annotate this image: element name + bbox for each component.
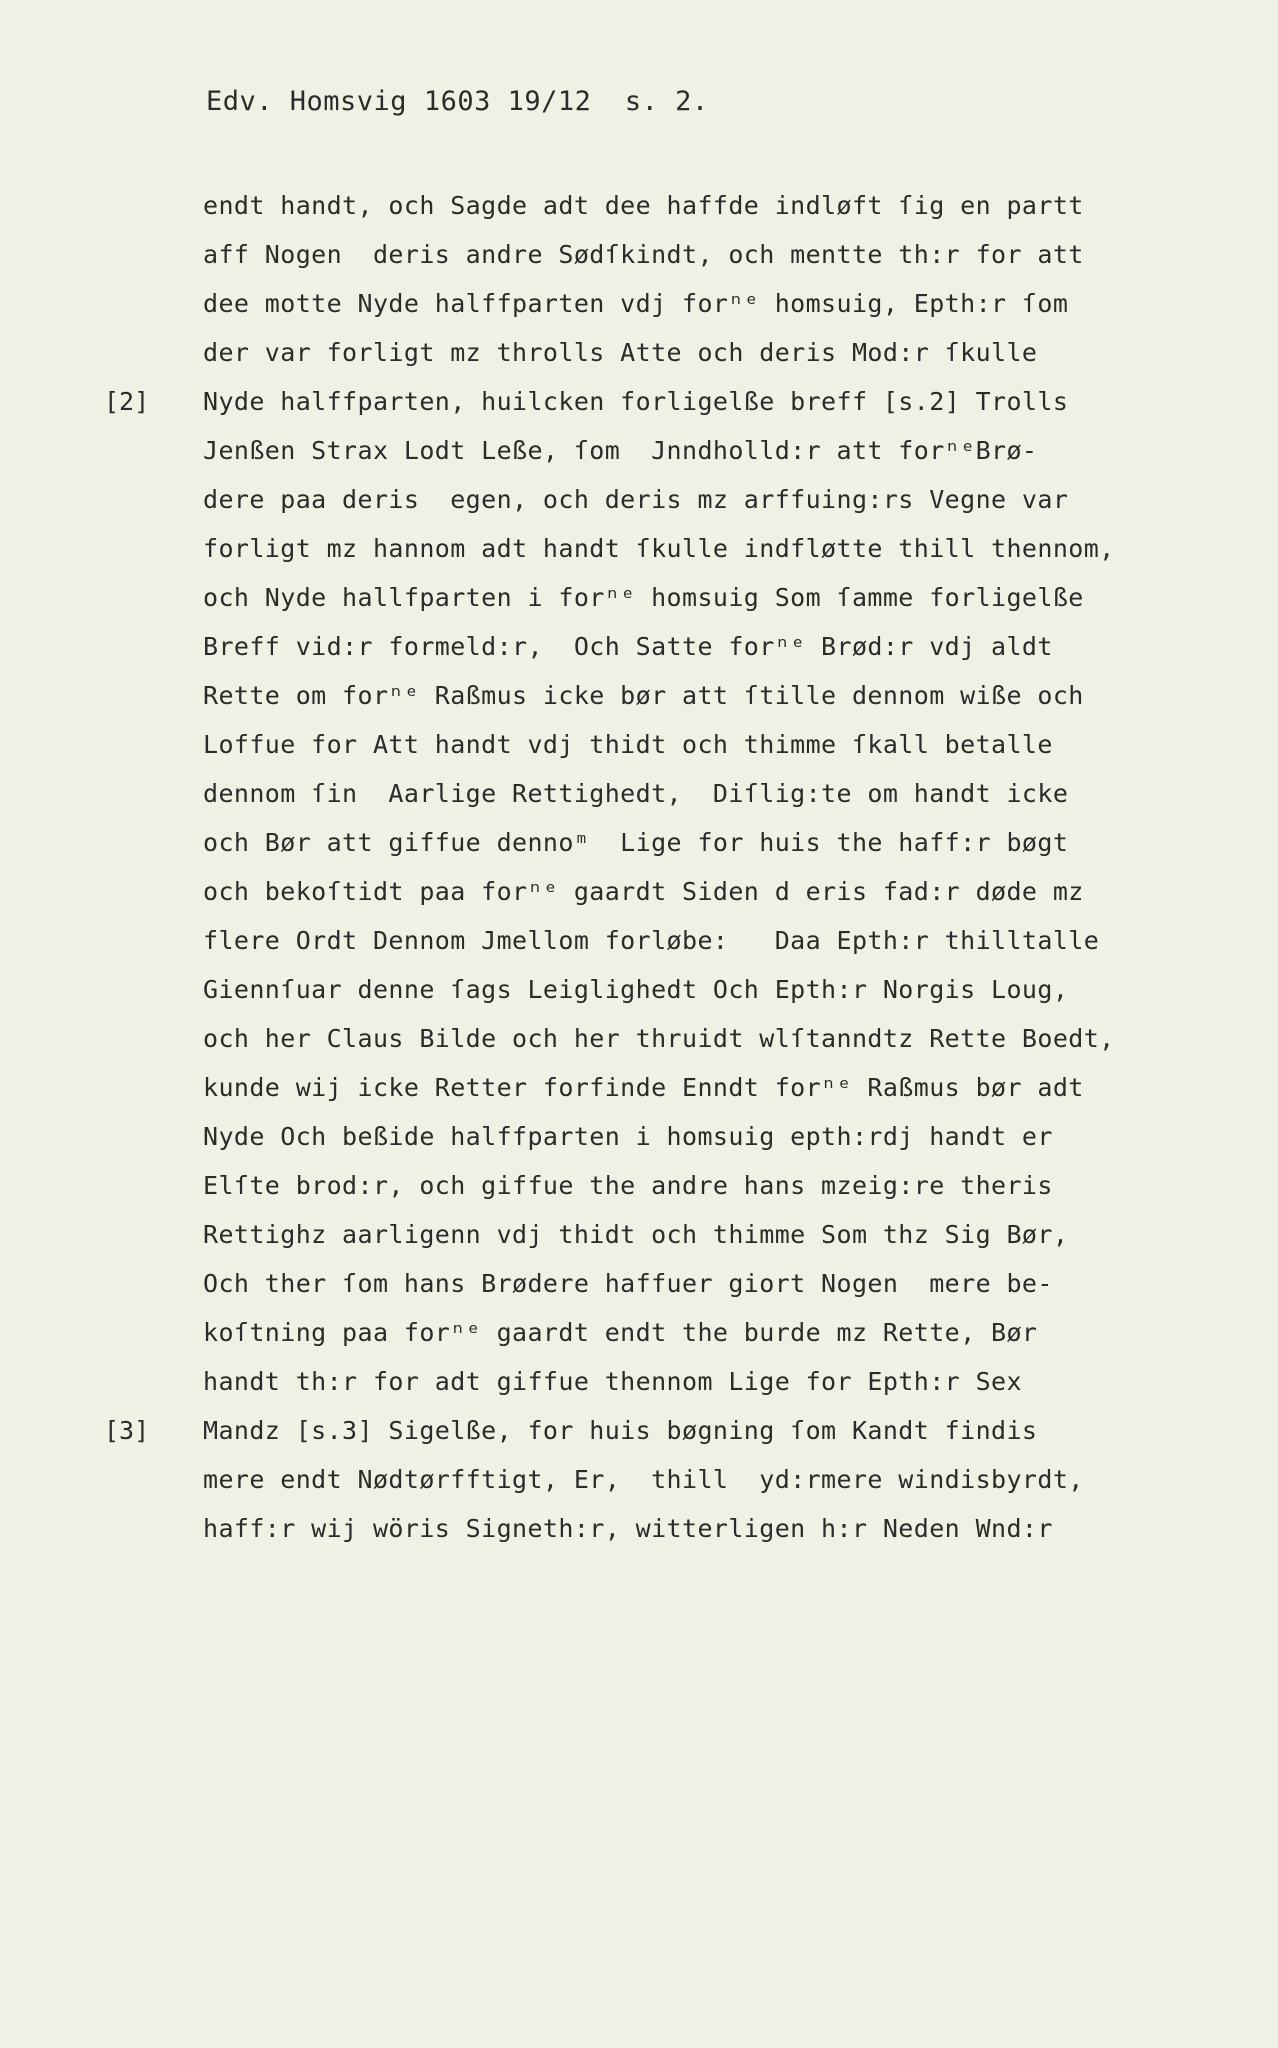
transcription-line — [0, 1313, 1278, 1362]
transcription-line — [0, 1166, 1278, 1215]
line-text: och Nyde hallfparten i forⁿᵉ homsuig Som ſamme forligelße — [203, 583, 1084, 612]
transcription-line — [0, 1362, 1278, 1411]
line-text: Loffue for Att handt vdj thidt och thimme ſkall betalle — [203, 730, 1053, 759]
line-text: dee motte Nyde halffparten vdj forⁿᵉ homsuig, Epth:r ſom — [203, 289, 1069, 318]
transcription-line — [0, 774, 1278, 823]
transcription-line — [0, 529, 1278, 578]
transcription-line — [0, 1215, 1278, 1264]
line-text: och Bør att giffue dennoᵐ Lige for huis the haff:r bøgt — [203, 828, 1069, 857]
line-text: Breff vid:r formeld:r, Och Satte forⁿᵉ Brød:r vdj aldt — [203, 632, 1053, 661]
transcription-line — [0, 1019, 1278, 1068]
transcription-line — [0, 431, 1278, 480]
page-marker: [2] — [104, 387, 150, 416]
line-text: flere Ordt Dennom Jmellom forløbe: Daa Epth:r thilltalle — [203, 926, 1100, 955]
line-text: Rette om forⁿᵉ Raßmus icke bør att ſtille dennom wiße och — [203, 681, 1084, 710]
line-text: Och ther ſom hans Brødere haffuer giort Nogen mere be- — [203, 1269, 1053, 1298]
line-text: kunde wij icke Retter forfinde Enndt forⁿᵉ Raßmus bør adt — [203, 1073, 1084, 1102]
line-text: haff:r wij wöris Signeth:r, witterligen h:r Neden Wnd:r — [203, 1514, 1053, 1543]
line-text: Mandz [s.3] Sigelße, for huis bøgning ſom Kandt findis — [203, 1416, 1038, 1445]
transcription-line — [0, 333, 1278, 382]
line-text: Giennſuar denne ſags Leiglighedt Och Epth:r Norgis Loug, — [203, 975, 1069, 1004]
transcription-line — [0, 725, 1278, 774]
line-text: dere paa deris egen, och deris mz arffuing:rs Vegne var — [203, 485, 1069, 514]
line-text: forligt mz hannom adt handt ſkulle indfløtte thill thennom, — [203, 534, 1115, 563]
transcription-line — [0, 1068, 1278, 1117]
line-text: aff Nogen deris andre Sødſkindt, och mentte th:r for att — [203, 240, 1084, 269]
line-text: endt handt, och Sagde adt dee haffde indløft ſig en partt — [203, 191, 1084, 220]
line-text: mere endt Nødtørfftigt, Er, thill yd:rmere windisbyrdt, — [203, 1465, 1084, 1494]
transcription-line — [0, 235, 1278, 284]
line-text: Elſte brod:r, och giffue the andre hans mzeig:re theris — [203, 1171, 1053, 1200]
transcription-line — [0, 284, 1278, 333]
line-text: och her Claus Bilde och her thruidt wlſtanndtz Rette Boedt, — [203, 1024, 1115, 1053]
transcription-line — [0, 823, 1278, 872]
transcription-line — [0, 1264, 1278, 1313]
page-marker: [3] — [104, 1416, 150, 1445]
transcription-line — [0, 872, 1278, 921]
line-text: koſtning paa forⁿᵉ gaardt endt the burde mz Rette, Bør — [203, 1318, 1038, 1347]
transcription-line — [0, 382, 1278, 431]
transcription-line — [0, 186, 1278, 235]
line-text: Rettighz aarligenn vdj thidt och thimme Som thz Sig Bør, — [203, 1220, 1069, 1249]
line-text: Nyde Och beßide halffparten i homsuig epth:rdj handt er — [203, 1122, 1053, 1151]
line-text: och bekoſtidt paa forⁿᵉ gaardt Siden d eris fad:r døde mz — [203, 877, 1084, 906]
transcription-line — [0, 676, 1278, 725]
line-text: handt th:r for adt giffue thennom Lige for Epth:r Sex — [203, 1367, 1022, 1396]
line-text: dennom ſin Aarlige Rettighedt, Diſlig:te om handt icke — [203, 779, 1069, 808]
transcription-line — [0, 578, 1278, 627]
line-text: Jenßen Strax Lodt Leße, ſom Jnndholld:r att forⁿᵉBrø- — [203, 436, 1038, 465]
transcription-body — [0, 186, 1278, 1558]
transcription-line — [0, 627, 1278, 676]
line-text: der var forligt mz throlls Atte och deris Mod:r ſkulle — [203, 338, 1038, 367]
transcription-line — [0, 1411, 1278, 1460]
transcription-line — [0, 1509, 1278, 1558]
page-header: Edv. Homsvig 1603 19/12 s. 2. — [206, 86, 709, 117]
transcription-line — [0, 1460, 1278, 1509]
line-text: Nyde halffparten, huilcken forligelße breff [s.2] Trolls — [203, 387, 1069, 416]
transcription-line — [0, 921, 1278, 970]
transcription-line — [0, 1117, 1278, 1166]
transcription-line — [0, 970, 1278, 1019]
transcription-line — [0, 480, 1278, 529]
